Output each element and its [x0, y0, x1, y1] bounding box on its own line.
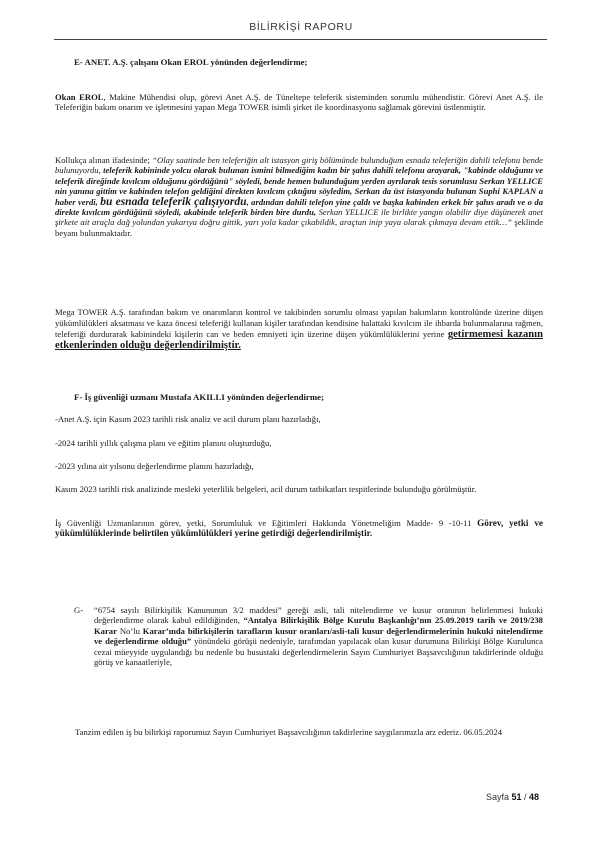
- section-f-title: F- İş güvenliği uzmanı Mustafa AKILLI yönünden değerlendirme;: [74, 392, 324, 402]
- page-number: Sayfa 51 / 48: [486, 792, 540, 802]
- emphasis-teleferik-calisiyordu: bu esnada teleferik çalışıyordu: [100, 195, 247, 208]
- section-f-item-1: -Anet A.Ş. için Kasım 2023 tarihli risk analiz ve acil durum planı hazırladığı,: [55, 414, 321, 424]
- okan-erol-name: Okan EROL: [55, 92, 104, 102]
- header-rule: [54, 39, 547, 40]
- section-e-statement: Kollukça alınan ifadesinde; “Olay saatinde ben teleferiğin alt istasyon giriş bölümünde bulunduğum esnada teleferiğin dahili telefonu bende bulunuyordu, teleferik kabininde yolcu olarak bulunan ismini bilmediğim kadın bir şahıs dahili telefonu arayarak, "kabinde olduğunu ve teleferik direğinde kıvılcım olduğunu gördüğünü" söyledi, bende hemen bulunduğum yerden ayrılarak tesis sorumlusu Serkan YELLICE nin yanına gittim ve kabinden telefon geldiğini direkten kıvılcım çıktığını söyledim, Serkan da üst istasyonda bulunan Suphi KAPLAN a haber verdi, bu esnada teleferik çalışıyordu, ardından dahili telefon yine çaldı ve başka kabinden erkek bir şahıs aradı ve o da direkte kıvılcım gördüğünü söyledi, akabinde teleferik birden bire durdu, Serkan YELLICE ile birlikte yangın olabilir diye düşünerek anet şirkete ait araçla dağ yolundan yukarıya doğru gittik, yarı yola kadar çıkabildik, araçtan inip yaya olarak çıkmaya devam ettik…” şeklinde beyanı bulunmaktadır.: [55, 155, 544, 238]
- closing-paragraph: Tanzim edilen iş bu bilirkişi raporumuz Sayın Cumhuriyet Başsavcılığının takdirlerine saygılarımızla arz ederiz. 06.05.2024: [75, 727, 503, 737]
- section-f-regulation: İş Güvenliği Uzmanlarının görev, yetki, Sorumluluk ve Eğitimleri Hakkında Yönetmeliğim Madde- 9 -10-11 Görev, yetki ve yükümlülüklerinde belirtilen yükümlülükleri yerine getirdiği değerlendirilmiştir.: [55, 518, 543, 539]
- okan-erol-role: , Makine Mühendisi olup, görevi Anet A.Ş. de Tüneltepe teleferik sisteminden sorumlu mühendistir. Görevi Anet A.Ş. ile Teleferiğin bakım onarım ve işletmesini yapan Mega TOWER isimli şirket ile koordinasyonu sağlamak görevini üstlenmiştir.: [55, 92, 544, 113]
- page-header-title: BİLİRKİŞİ RAPORU: [249, 21, 353, 33]
- section-f-item-4: Kasım 2023 tarihli risk analizinde mesleki yeterlilik belgeleri, acil durum tatbikatları tespitlerinde bulunduğu görülmüştür.: [55, 484, 477, 494]
- conclusion-emphasis: getirmemesi kazanın etkenlerinden olduğu değerlendirilmiştir.: [55, 329, 544, 351]
- section-g-label: G-: [74, 605, 84, 615]
- section-e-paragraph-1: [55, 92, 543, 113]
- section-f-item-2: -2024 tarihli yıllık çalışma planı ve eğitim planını oluşturduğu,: [55, 438, 272, 448]
- section-e-conclusion: Mega TOWER A.Ş. tarafından bakım ve onarımların kontrol ve takibinden sorumlu olması yapılan bakımların kontrolünde üzerine düşen yükümlülükleri aksatması ve kaza öncesi teleferiği kullanan kişiler tarafından kendisine halattaki kıvılcım ile ihbarda bulunmalarına rağmen, teleferiği durdurarak kabinindeki kişilerin can ve beden emniyeti için üzerine düşen yükümlülüklerini yerine getirmemesi kazanın etkenlerinden olduğu değerlendirilmiştir.: [55, 307, 544, 351]
- section-g-text: “6754 sayılı Bilirkişilik Kanununun 3/2 maddesi” gereği asli, tali nitelendirme ve kusur oranının belirlenmesi hukuki değerlendirme olarak kabul edildiğinden, “Antalya Bilirkişilik Bölge Kurulu Başkanlığı’nın 25.09.2019 tarih ve 2019/238 Karar No’lu Karar’ında bilirkişilerin tarafların kusur oranları/asli-tali kusur değerlendirmelerinin hukuki nitelendirme ve değerlendirme olduğu” yönündeki görüşü nedeniyle, tarafımdan yapılacak olan kusur durumuna Bilirkişi Bölge Kurulunca cezai müeyyide uygulandığı bu nedenle bu husustaki değerlendirmelerin Sayın Cumhuriyet Başsavcılığının takdirlerinde olduğu görüş ve kanaatleriyle,: [94, 605, 543, 668]
- section-e-title: E- ANET. A.Ş. çalışanı Okan EROL yönünden değerlendirme;: [74, 57, 308, 67]
- section-f-item-3: -2023 yılına ait yılsonu değerlendirme planını hazırladığı,: [55, 461, 254, 471]
